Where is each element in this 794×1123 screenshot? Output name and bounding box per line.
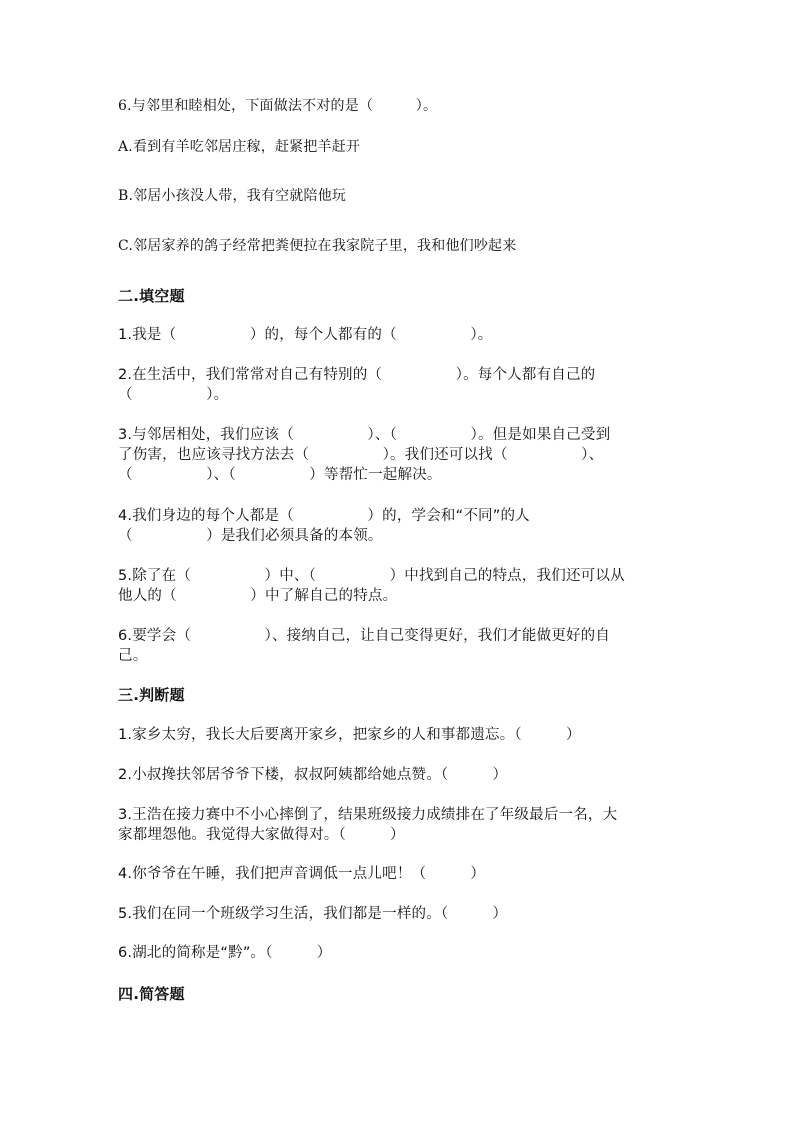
judge-question-3-line-2: 家都埋怨他。我觉得大家做得对。（ ） bbox=[118, 827, 405, 843]
judge-question-2: 2.小叔搀扶邻居爷爷下楼，叔叔阿姨都给她点赞。（ ） bbox=[118, 767, 508, 783]
judge-question-3-line-1: 3.王浩在接力赛中不小心摔倒了，结果班级接力成绩排在了年级最后一名，大 bbox=[118, 807, 618, 823]
fill-question-5-line-1: 5.除了在（ ）中、（ ）中找到自己的特点，我们还可以从 bbox=[118, 568, 625, 584]
fill-question-5-line-2: 他人的（ ）中了解自己的特点。 bbox=[118, 588, 398, 604]
short-answer-section-title: 四.简答题 bbox=[118, 985, 185, 1003]
judge-question-4: 4.你爷爷在午睡，我们把声音调低一点儿吧！（ ） bbox=[118, 866, 486, 882]
choice-question-stem: 6.与邻里和睦相处，下面做法不对的是（ ）。 bbox=[118, 98, 438, 114]
fill-question-3-line-3: （ ）、（ ）等帮忙一起解决。 bbox=[118, 467, 442, 483]
fill-question-6-line-1: 6.要学会（ ）、接纳自己，让自己变得更好，我们才能做更好的自 bbox=[118, 628, 611, 644]
fill-question-1: 1.我是（ ）的，每个人都有的（ ）。 bbox=[118, 327, 493, 343]
fill-question-2-line-2: （ ）。 bbox=[118, 387, 229, 403]
fill-question-3-line-2: 了伤害，也应该寻找方法去（ ）。我们还可以找（ ）、 bbox=[118, 447, 604, 463]
fill-question-2-line-1: 2.在生活中，我们常常对自己有特别的（ ）。每个人都有自己的 bbox=[118, 367, 596, 383]
choice-option-b: B.邻居小孩没人带，我有空就陪他玩 bbox=[118, 188, 347, 204]
fill-question-6-line-2: 己。 bbox=[118, 648, 148, 664]
choice-option-c: C.邻居家养的鸽子经常把粪便拉在我家院子里，我和他们吵起来 bbox=[118, 238, 517, 254]
judge-question-5: 5.我们在同一个班级学习生活，我们都是一样的。（ ） bbox=[118, 906, 508, 922]
judge-question-6: 6.湖北的简称是“黔”。（ ） bbox=[118, 945, 332, 961]
choice-option-a: A.看到有羊吃邻居庄稼，赶紧把羊赶开 bbox=[118, 139, 361, 155]
fill-question-4-line-2: （ ）是我们必须具备的本领。 bbox=[118, 528, 383, 544]
fill-question-4-line-1: 4.我们身边的每个人都是（ ）的，学会和“不同”的人 bbox=[118, 508, 530, 524]
judge-section-title: 三.判断题 bbox=[118, 686, 185, 704]
fill-question-3-line-1: 3.与邻居相处，我们应该（ ）、（ ）。但是如果自己受到 bbox=[118, 427, 611, 443]
judge-question-1: 1.家乡太穷，我长大后要离开家乡，把家乡的人和事都遗忘。（ ） bbox=[118, 727, 581, 743]
fill-section-title: 二.填空题 bbox=[118, 287, 185, 305]
